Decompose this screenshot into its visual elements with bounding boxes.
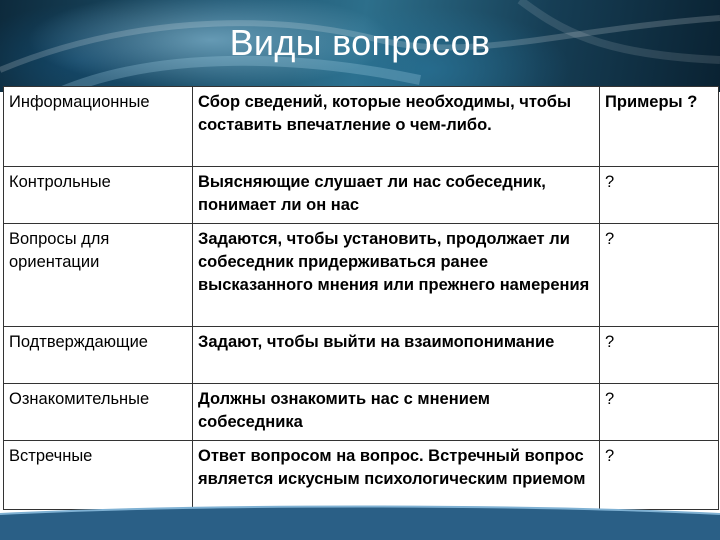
description-cell: Ответ вопросом на вопрос. Встречный вопрос является искусным психологическим приемом (193, 441, 600, 510)
page-title: Виды вопросов (229, 22, 491, 63)
question-type-cell: Встречные (4, 441, 193, 510)
question-type-cell: Информационные (4, 87, 193, 167)
question-type-cell: Контрольные (4, 167, 193, 224)
description-cell: Задают, чтобы выйти на взаимопонимание (193, 327, 600, 384)
example-cell: ? (600, 441, 719, 510)
example-cell: ? (600, 224, 719, 327)
description-cell: Задаются, чтобы установить, продолжает ли собеседник придерживаться ранее высказанного мнения или прежнего намерения (193, 224, 600, 327)
header-banner (0, 0, 720, 92)
description-cell: Сбор сведений, которые необходимы, чтобы составить впечатление о чем-либо. (193, 87, 600, 167)
description-cell: Выясняющие слушает ли нас собеседник, понимает ли он нас (193, 167, 600, 224)
footer-curve (0, 500, 720, 540)
table-row (4, 167, 719, 224)
table-row (4, 87, 719, 167)
table-row (4, 384, 719, 441)
question-type-cell: Вопросы для ориентации (4, 224, 193, 327)
question-types-table (3, 86, 719, 510)
example-cell: ? (600, 384, 719, 441)
example-cell: ? (600, 167, 719, 224)
table-row (4, 327, 719, 384)
description-cell: Должны ознакомить нас с мнением собеседника (193, 384, 600, 441)
question-type-cell: Ознакомительные (4, 384, 193, 441)
question-type-cell: Подтверждающие (4, 327, 193, 384)
example-cell: Примеры ? (600, 87, 719, 167)
example-cell: ? (600, 327, 719, 384)
table-row (4, 224, 719, 327)
